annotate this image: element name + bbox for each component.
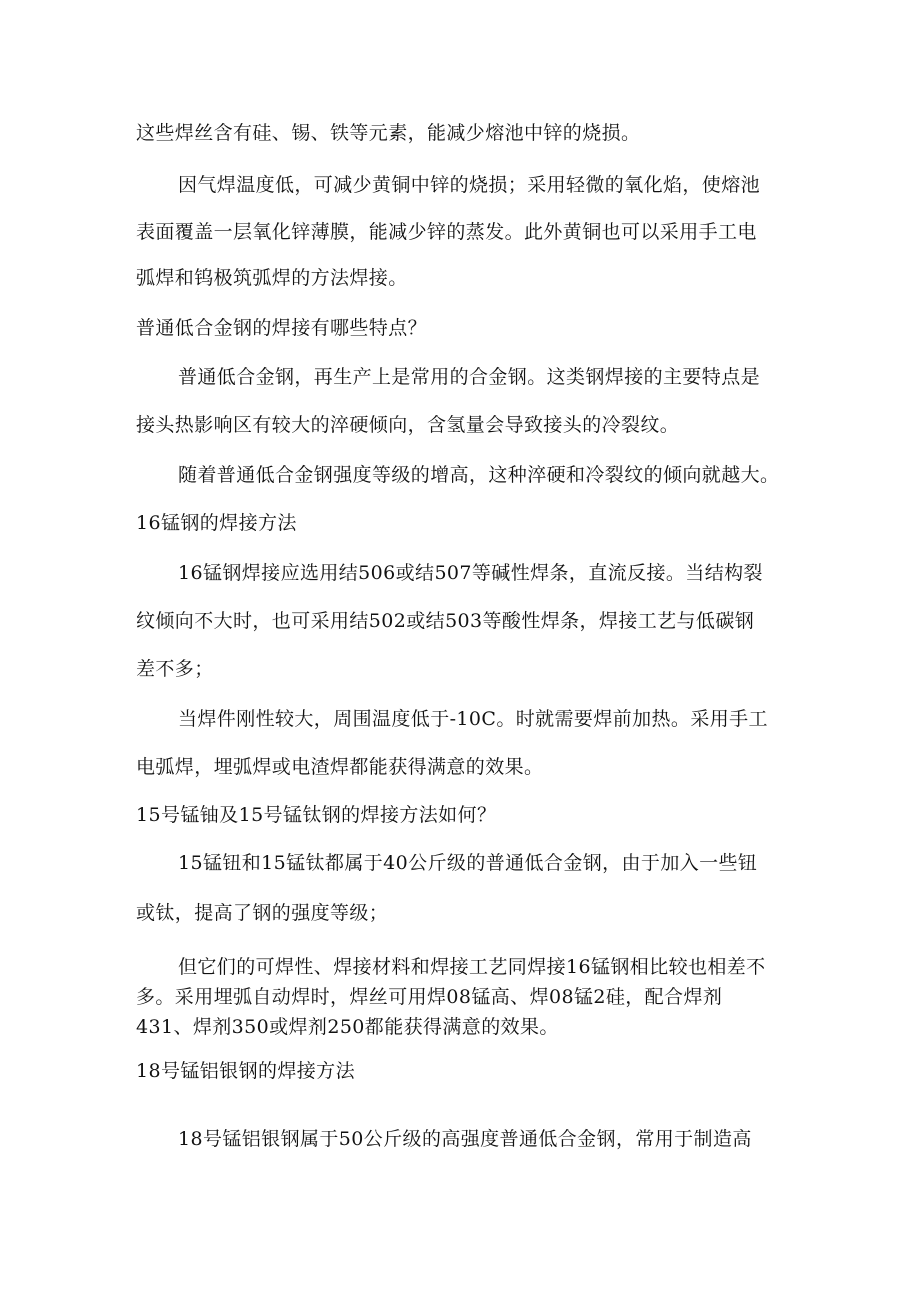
text-line: 电弧焊，埋弧焊或电渣焊都能获得满意的效果。 (136, 756, 544, 778)
text-line: 纹倾向不大时，也可采用结502或结503等酸性焊条，焊接工艺与低碳钢 (136, 610, 755, 632)
text-line: 这些焊丝含有硅、锡、铁等元素，能减少熔池中锌的烧损。 (136, 122, 641, 144)
text-line: 因气焊温度低，可减少黄铜中锌的烧损；采用轻微的氧化焰，使熔池 (178, 174, 761, 196)
text-line: 431、焊剂350或焊剂250都能获得满意的效果。 (136, 1016, 559, 1038)
text-line: 15锰钮和15锰钛都属于40公斤级的普通低合金钢，由于加入一些钮 (178, 852, 758, 874)
text-line: 表面覆盖一层氧化锌薄膜，能减少锌的蒸发。此外黄铜也可以采用手工电 (136, 221, 757, 243)
text-line: 但它们的可焊性、焊接材料和焊接工艺同焊接16锰钢相比较也相差不 (178, 956, 766, 978)
text-line: 差不多； (136, 658, 214, 680)
section-heading: 16锰钢的焊接方法 (136, 512, 297, 534)
text-line: 普通低合金钢，再生产上是常用的合金钢。这类钢焊接的主要特点是 (178, 366, 761, 388)
text-line: 弧焊和钨极筑弧焊的方法焊接。 (136, 267, 408, 289)
text-line: 16锰钢焊接应选用结506或结507等碱性焊条，直流反接。当结构裂 (178, 562, 763, 584)
text-line: 随着普通低合金钢强度等级的增高，这种淬硬和冷裂纹的倾向就越大。 (178, 464, 780, 486)
text-line: 当焊件刚性较大，周围温度低于-10C。时就需要焊前加热。采用手工 (178, 708, 768, 730)
text-line: 多。采用埋弧自动焊时，焊丝可用焊08锰高、焊08锰2硅，配合焊剂 (136, 986, 723, 1008)
text-line: 18号锰铝银钢属于50公斤级的高强度普通低合金钢，常用于制造高 (178, 1128, 752, 1150)
section-heading: 15号锰铀及15号锰钛钢的焊接方法如何？ (136, 804, 497, 826)
section-heading: 普通低合金钢的焊接有哪些特点？ (136, 317, 428, 339)
text-line: 或钛，提高了钢的强度等级； (136, 902, 389, 924)
section-heading: 18号锰铝银钢的焊接方法 (136, 1060, 355, 1082)
text-line: 接头热影响区有较大的淬硬倾向，含氢量会导致接头的冷裂纹。 (136, 414, 680, 436)
